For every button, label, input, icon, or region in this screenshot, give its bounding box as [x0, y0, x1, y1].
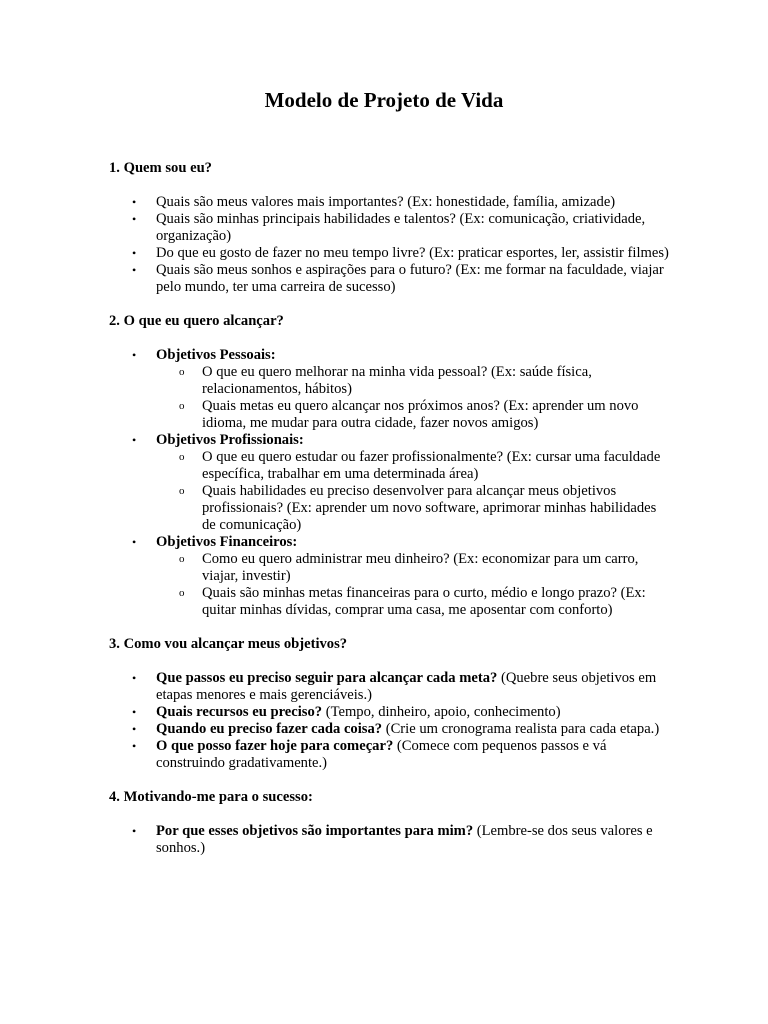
list-item: • Por que esses objetivos são importantes para mim? (Lembre-se dos seus valores e sonhos.) [132, 823, 653, 856]
bullet-icon: • [132, 535, 137, 549]
sub-list [156, 449, 669, 534]
list-item: • Quando eu preciso fazer cada coisa? (Crie um cronograma realista para cada etapa.) [132, 721, 660, 737]
sub-list-item: o Quais habilidades eu preciso desenvolver para alcançar meus objetivos profissionais? (Ex: aprender um novo software, aprimorar minhas habilidades de comunicação) [179, 483, 657, 533]
document-title: Modelo de Projeto de Vida [264, 88, 504, 112]
section-1-heading: 1. Quem sou eu? [109, 160, 212, 176]
bullet-icon: • [132, 433, 137, 447]
bullet-icon: • [132, 722, 137, 736]
bullet-icon: • [132, 246, 137, 260]
section-4-heading: 4. Motivando-me para o sucesso: [109, 789, 313, 805]
list-item: • Quais recursos eu preciso? (Tempo, dinheiro, apoio, conhecimento) [132, 704, 561, 720]
section-3-heading: 3. Como vou alcançar meus objetivos? [109, 636, 348, 652]
bullet-icon: • [132, 824, 137, 838]
section-2-list [109, 347, 669, 619]
list-item: • Quais são meus sonhos e aspirações para o futuro? (Ex: me formar na faculdade, viajar pelo mundo, ter uma carreira de sucesso) [132, 262, 664, 295]
section-1-list [109, 194, 669, 296]
bullet-icon: • [132, 212, 137, 226]
list-item: • Quais são minhas principais habilidades e talentos? (Ex: comunicação, criatividade, organização) [132, 211, 646, 244]
bullet-icon: • [132, 348, 137, 362]
bullet-icon: • [132, 195, 137, 209]
circle-bullet-icon: o [179, 366, 185, 378]
list-item: • O que posso fazer hoje para começar? (Comece com pequenos passos e vá construindo gradativamente.) [132, 738, 607, 771]
list-item: • Do que eu gosto de fazer no meu tempo livre? (Ex: praticar esportes, ler, assistir filmes) [132, 245, 669, 261]
section-4-list [109, 823, 669, 857]
sub-list-item: o O que eu quero estudar ou fazer profissionalmente? (Ex: cursar uma faculdade específica, trabalhar em uma determinada área) [179, 449, 661, 482]
document-body [109, 160, 669, 857]
list-item: • Que passos eu preciso seguir para alcançar cada meta? (Quebre seus objetivos em etapas menores e mais gerenciáveis.) [132, 670, 657, 703]
circle-bullet-icon: o [179, 451, 185, 463]
circle-bullet-icon: o [179, 553, 185, 565]
bullet-icon: • [132, 705, 137, 719]
sub-list-item: o Quais metas eu quero alcançar nos próximos anos? (Ex: aprender um novo idioma, me mudar para outra cidade, fazer novos amigos) [179, 398, 639, 431]
sub-list-item: o Quais são minhas metas financeiras para o curto, médio e longo prazo? (Ex: quitar minhas dívidas, comprar uma casa, me aposentar com conforto) [179, 585, 646, 618]
list-item [109, 534, 669, 619]
sub-list [156, 364, 669, 432]
list-item [109, 432, 669, 534]
section-2-heading: 2. O que eu quero alcançar? [109, 313, 284, 329]
list-item: • Quais são meus valores mais importantes? (Ex: honestidade, família, amizade) [132, 194, 616, 210]
sub-list-item: o Como eu quero administrar meu dinheiro? (Ex: economizar para um carro, viajar, investir) [179, 551, 639, 584]
group-label: Objetivos Financeiros: [156, 534, 298, 550]
section-3-list [109, 670, 669, 772]
group-label: Objetivos Pessoais: [156, 347, 276, 363]
circle-bullet-icon: o [179, 485, 185, 497]
sub-list [156, 551, 669, 619]
bullet-icon: • [132, 263, 137, 277]
sub-list-item: o O que eu quero melhorar na minha vida pessoal? (Ex: saúde física, relacionamentos, hábitos) [179, 364, 592, 397]
list-item [109, 347, 669, 432]
bullet-icon: • [132, 739, 137, 753]
bullet-icon: • [132, 671, 137, 685]
group-label: Objetivos Profissionais: [156, 432, 304, 448]
circle-bullet-icon: o [179, 587, 185, 599]
circle-bullet-icon: o [179, 400, 185, 412]
